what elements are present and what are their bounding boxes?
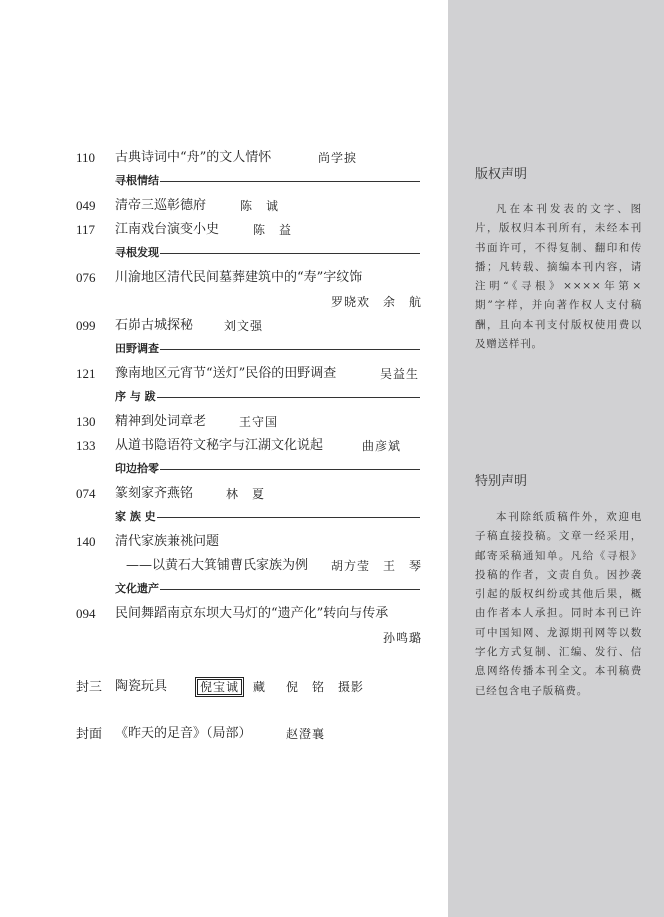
article-title: 江南戏台演变小史 xyxy=(115,222,220,237)
article-title: 从道书隐语符文秘字与江湖文化说起 xyxy=(115,438,324,453)
toc-entry[interactable] xyxy=(76,220,422,240)
copyright-text: 凡在本刊发表的文字、图片，版权归本刊所有，未经本刊书面许可，不得复制、翻印和传播；凡转载、摘编本刊内容，请注明“《寻根》××××年第×期”字样，并向著作权人支付稿酬，且向本刊支付版权使用费以及赠送样刊。 xyxy=(475,203,642,351)
section-rule xyxy=(115,589,420,590)
collector-name xyxy=(197,677,242,697)
section-name: 家 族 史 xyxy=(115,508,157,526)
page-number: 130 xyxy=(76,414,96,429)
article-author: 林 夏 xyxy=(226,487,266,501)
toc-entry[interactable] xyxy=(76,412,422,432)
article-author: 陈 诚 xyxy=(240,199,280,213)
toc-entry[interactable] xyxy=(76,436,422,456)
section-header xyxy=(115,460,420,478)
toc-entry[interactable] xyxy=(76,604,422,624)
article-author: 王守国 xyxy=(239,415,279,429)
toc-entry-subtitle xyxy=(76,556,422,576)
page-number: 076 xyxy=(76,270,96,285)
article-title: 清代家族兼祧问题 xyxy=(115,534,220,549)
article-author: 吴益生 xyxy=(380,367,420,381)
section-header xyxy=(115,172,420,190)
article-title: 民间舞蹈南京东坝大马灯的“遗产化”转向与传承 xyxy=(115,606,389,621)
article-title: 石峁古城探秘 xyxy=(115,318,194,333)
section-header xyxy=(115,580,420,598)
section-rule xyxy=(115,397,420,398)
collector-box: 倪宝诚 xyxy=(197,679,242,695)
section-header xyxy=(115,340,420,358)
section-rule xyxy=(115,349,420,350)
page-number: 110 xyxy=(76,150,96,165)
section-rule xyxy=(115,253,420,254)
page-number: 117 xyxy=(76,222,96,237)
page-number: 074 xyxy=(76,486,96,501)
cover-title: 《昨天的足音》（局部） xyxy=(115,726,252,741)
section-rule xyxy=(115,517,420,518)
toc-entry[interactable] xyxy=(76,268,422,288)
special-notice-heading: 特别声明 xyxy=(475,474,528,489)
section-header xyxy=(115,388,420,406)
section-name: 田野调查 xyxy=(115,340,160,358)
toc-entry[interactable] xyxy=(76,148,422,168)
article-title: 豫南地区元宵节“送灯”民俗的田野调查 xyxy=(115,366,337,381)
section-header xyxy=(115,508,420,526)
article-title: 古典诗词中“舟”的文人情怀 xyxy=(115,150,272,165)
article-author: 孙鸣璐 xyxy=(382,631,422,645)
toc-entry[interactable] xyxy=(76,364,422,384)
cover-artist: 赵澄襄 xyxy=(286,727,326,741)
cover-label: 封三 xyxy=(76,679,103,694)
page-number: 140 xyxy=(76,534,96,549)
cover-label: 封面 xyxy=(76,726,103,741)
collect-word: 藏 xyxy=(253,680,267,694)
article-title: 篆刻家齐燕铭 xyxy=(115,486,194,501)
section-rule xyxy=(115,181,420,182)
section-name: 文化遗产 xyxy=(115,580,160,598)
copyright-heading: 版权声明 xyxy=(475,167,528,182)
section-header xyxy=(115,244,420,262)
toc-entry-continued xyxy=(76,292,422,312)
article-subtitle: ——以黄石大箕铺曹氏家族为例 xyxy=(126,558,309,573)
article-author: 尚学捩 xyxy=(318,151,358,165)
toc-entry-continued xyxy=(76,628,422,648)
page-number: 094 xyxy=(76,606,96,621)
cover-title: 陶瓷玩具 xyxy=(115,679,168,694)
section-name: 寻根发现 xyxy=(115,244,160,262)
toc-entry[interactable] xyxy=(76,316,422,336)
article-title: 川渝地区清代民间墓葬建筑中的“寿”字纹饰 xyxy=(115,270,363,285)
toc-entry[interactable] xyxy=(76,196,422,216)
page-number: 121 xyxy=(76,366,96,381)
special-notice-text: 本刊除纸质稿件外，欢迎电子稿直接投稿。文章一经采用，邮寄采稿通知单。凡给《寻根》投稿的作者，文责自负。因抄袭引起的版权纠纷或其他后果，概由作者本人承担。同时本刊已许可中国知网、龙源期刊网等以数字化方式复制、汇编、发行、信息网络传播本刊全文。本刊稿费已经包含电子版稿费。 xyxy=(475,511,642,697)
section-name: 印边拾零 xyxy=(115,460,160,478)
section-name: 序 与 跋 xyxy=(115,388,157,406)
cover-entry[interactable] xyxy=(76,724,422,744)
page-number: 099 xyxy=(76,318,96,333)
article-title: 精神到处词章老 xyxy=(115,414,207,429)
article-author: 曲彦斌 xyxy=(362,439,402,453)
section-rule xyxy=(115,469,420,470)
photographer: 倪 铭 摄影 xyxy=(286,680,365,694)
article-author: 陈 益 xyxy=(253,223,293,237)
toc-entry[interactable] xyxy=(76,532,422,552)
article-title: 清帝三巡彰德府 xyxy=(115,198,207,213)
cover-three-entry[interactable] xyxy=(76,677,422,697)
article-author: 胡方莹 王 琴 xyxy=(330,559,422,573)
section-name: 寻根情结 xyxy=(115,172,160,190)
page-number: 133 xyxy=(76,438,96,453)
toc-entry[interactable] xyxy=(76,484,422,504)
article-author: 罗晓欢 余 航 xyxy=(330,295,422,309)
page-number: 049 xyxy=(76,198,96,213)
notice-sidebar xyxy=(448,0,664,917)
article-author: 刘文强 xyxy=(224,319,264,333)
